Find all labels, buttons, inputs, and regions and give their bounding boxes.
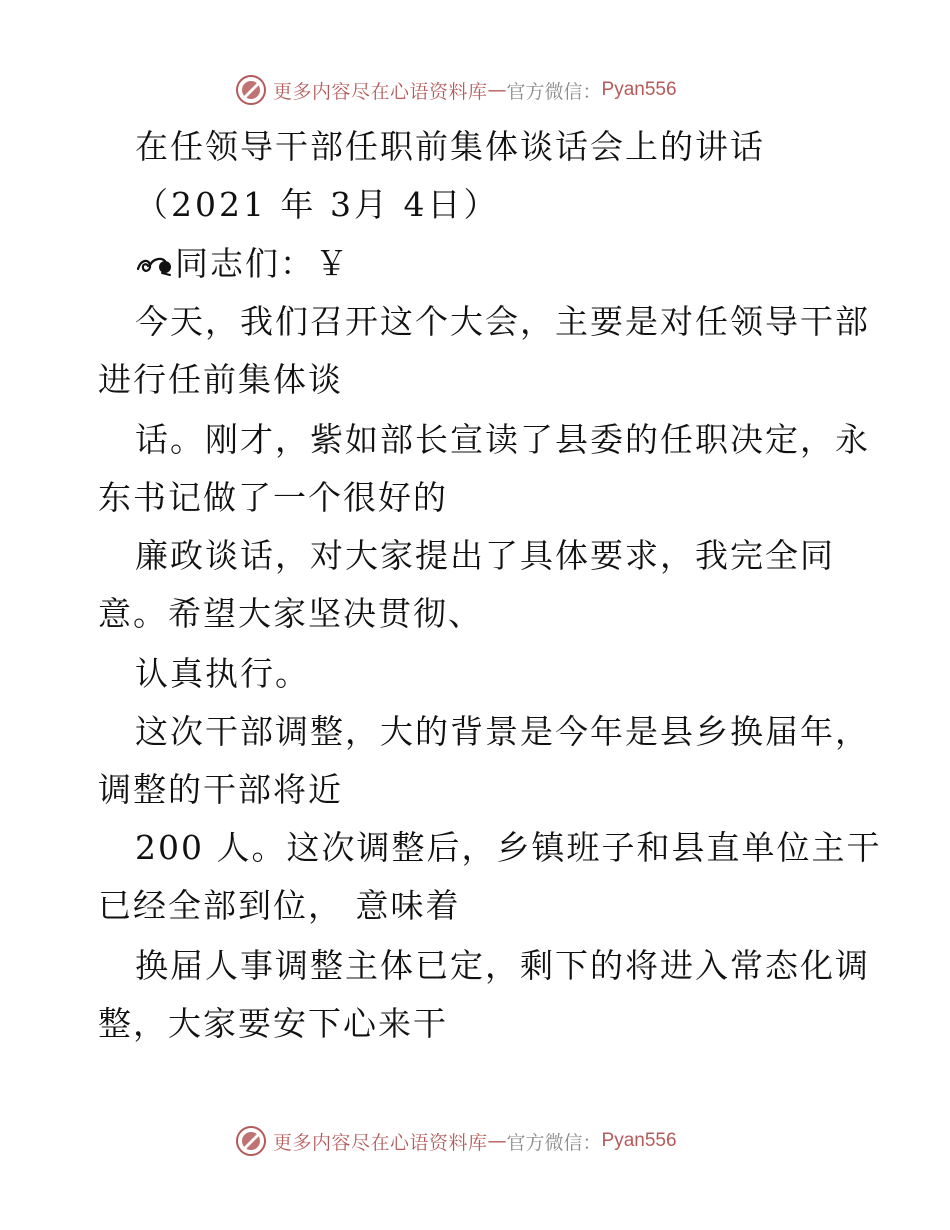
- body-line-9: 调整的干部将近: [98, 770, 343, 809]
- seal-logo-icon: [235, 1125, 267, 1157]
- watermark-name: 更多内容尽在心语资料库: [273, 1131, 488, 1154]
- watermark-dash: —: [487, 1130, 507, 1152]
- body-line-4: 东书记做了一个很好的: [98, 478, 448, 517]
- document-title: 在任领导干部任职前集体谈话会上的讲话: [135, 127, 765, 166]
- body-line-6: 意。希望大家坚决贯彻、: [98, 594, 483, 633]
- body-line-8: 这次干部调整，大的背景是今年是县乡换届年，: [135, 712, 870, 751]
- body-line-7: 认真执行。: [135, 654, 310, 693]
- watermark-label: 官方微信：: [506, 80, 602, 103]
- body-line-1: 今天，我们召开这个大会，主要是对任领导干部: [135, 302, 870, 341]
- document-date: （2021 年 3月 4日）: [135, 185, 500, 224]
- watermark-label: 官方微信：: [506, 1131, 602, 1154]
- watermark-dash: —: [487, 79, 507, 101]
- body-line-11: 已经全部到位， 意味着: [98, 886, 461, 925]
- watermark-id: Pyan556: [601, 79, 677, 100]
- body-line-3: 话。刚才，紫如部长宣读了县委的任职决定，永: [135, 420, 870, 459]
- footer-watermark: [235, 1124, 755, 1158]
- body-line-12: 换届人事调整主体已定，剩下的将进入常态化调: [135, 946, 870, 985]
- header-watermark: [235, 73, 755, 107]
- body-line-5: 廉政谈话，对大家提出了具体要求，我完全同: [135, 536, 835, 575]
- ornament-icon: [135, 251, 175, 277]
- body-line-13: 整，大家要安下心来干: [98, 1004, 448, 1043]
- body-line-10: 200 人。这次调整后，乡镇班子和县直单位主干: [135, 828, 882, 867]
- seal-logo-icon: [235, 74, 267, 106]
- watermark-name: 更多内容尽在心语资料库: [273, 80, 488, 103]
- watermark-id: Pyan556: [601, 1130, 677, 1151]
- body-line-2: 进行任前集体谈: [98, 360, 343, 399]
- greeting-line: [135, 244, 350, 284]
- greeting-text: 同志们：￥: [175, 244, 350, 283]
